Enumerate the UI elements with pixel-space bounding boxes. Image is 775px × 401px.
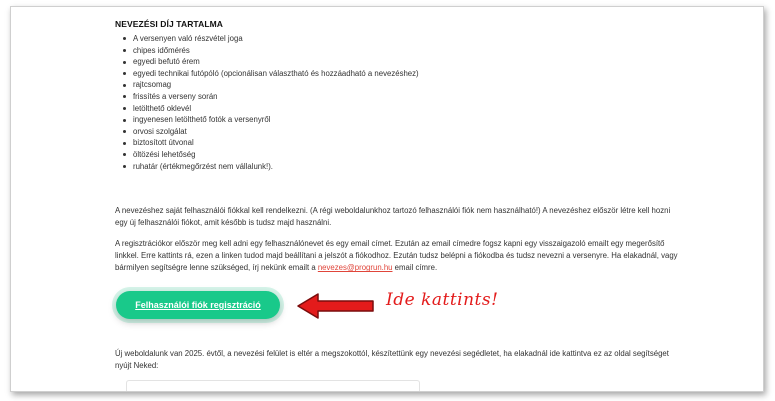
list-item: egyedi befutó érem [123, 56, 419, 68]
list-item: öltözési lehetőség [123, 149, 419, 161]
list-item: letölthető oklevél [123, 103, 419, 115]
register-account-button[interactable]: Felhasználói fiók regisztráció [116, 291, 280, 319]
registration-info-text: A regisztrációkor először meg kell adni egy felhasználónevet és egy email címet. Ezután az email címedre fogsz kapni egy visszaigazoló emailt egy megerősítő linkkel. Erre kattints rá, ezen a linken tudod majd beállítani a jelszót a fiókodhoz. Ezután tudsz belépni a fiókodba és tudsz nevezni a versenyre. Ha elakadnál, vagy bármilyen segítségre lenne szükséged, írj nekünk emailt a [115, 239, 678, 273]
list-item: orvosi szolgálat [123, 126, 419, 138]
account-info-paragraph: A nevezéshez saját felhasználói fiókkal kell rendelkezni. (A régi weboldalunkhoz tartozó felhasználói fiók nem használható!) A nevezéshez először létre kell hozni egy új felhasználói fiókot, amit később is tudsz majd használni. [115, 206, 671, 228]
list-item: frissítés a verseny során [123, 91, 419, 103]
arrow-left-icon [296, 293, 376, 319]
registration-info-paragraph [115, 238, 680, 275]
contact-email-link[interactable]: nevezes@progrun.hu [317, 263, 393, 273]
feature-list [123, 33, 419, 172]
list-item: egyedi technikai futópóló (opcionálisan választható és hozzáadható a nevezéshez) [123, 68, 419, 80]
section-heading: NEVEZÉSI DÍJ TARTALMA [115, 19, 224, 29]
list-item: ingyenesen letölthető fotók a versenyről [123, 114, 419, 126]
annotation-callout: Ide kattints! [386, 290, 499, 310]
list-item: chipes időmérés [123, 45, 419, 57]
registration-info-text-end: email címre. [392, 263, 438, 273]
help-guide-paragraph: Új weboldalunk van 2025. évtől, a nevezési felület is eltér a megszokottól, készítettünk egy nevezési segédletet, ha elakadnál ide kattintva ez az oldal segítséget nyújt Neked: [115, 349, 669, 371]
page-frame [10, 6, 764, 392]
list-item: biztosított útvonal [123, 137, 419, 149]
list-item: rajtcsomag [123, 79, 419, 91]
list-item: A versenyen való részvétel joga [123, 33, 419, 45]
list-item: ruhatár (értékmegőrzést nem vállalunk!). [123, 161, 419, 173]
guide-card[interactable] [126, 380, 420, 392]
